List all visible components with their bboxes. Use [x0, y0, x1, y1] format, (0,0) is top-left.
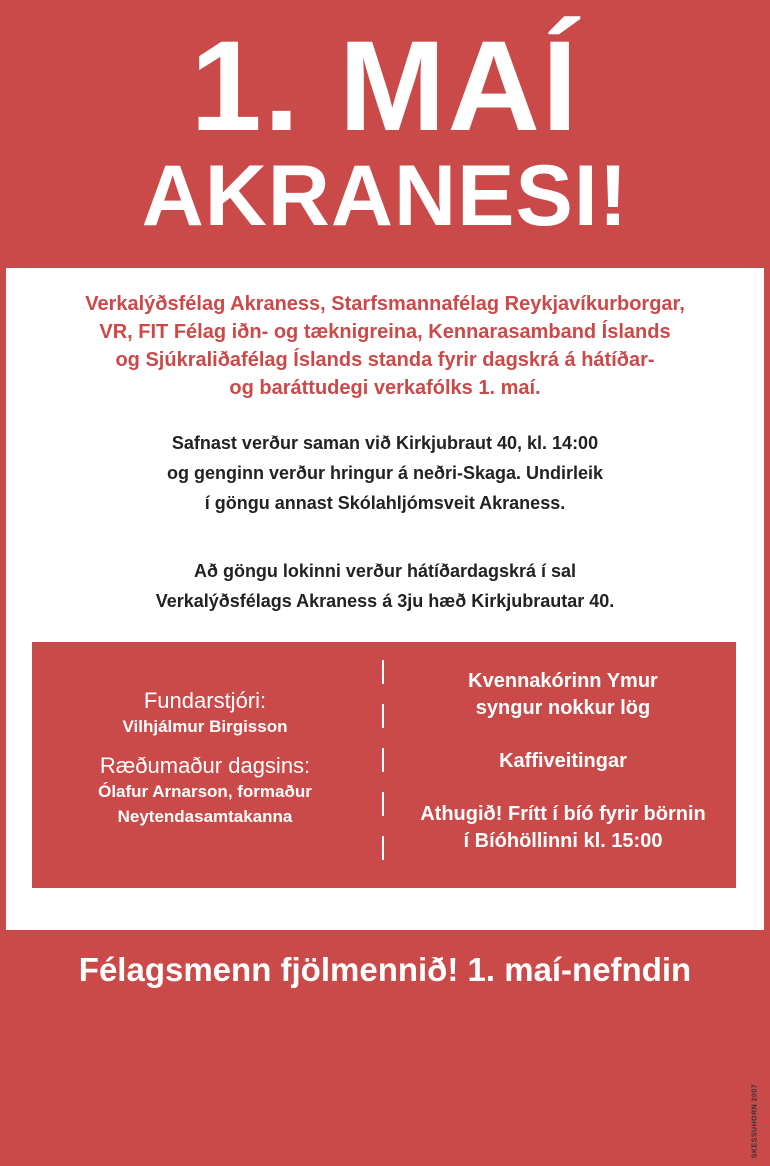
intro-line: og Sjúkraliðafélag Íslands standa fyrir dagskrá á hátíðar- — [115, 349, 655, 371]
gathering-line: Safnast verður saman við Kirkjubraut 40, kl. 14:00 — [171, 433, 599, 453]
footer-callout: Félagsmenn fjölmennið! 1. maí-nefndin — [78, 951, 692, 988]
intro-line: og baráttudegi verkafólks 1. maí. — [229, 377, 541, 399]
program-box — [32, 642, 736, 888]
program-speakers — [32, 688, 378, 829]
choir-line: Kvennakórinn Ymur — [468, 670, 658, 692]
chair-name: Vilhjálmur Birgisson — [122, 717, 288, 736]
publisher-credit-text: SKESSUHORN 2007 — [751, 1083, 759, 1159]
chair-role: Fundarstjóri: — [143, 688, 267, 713]
gathering-line: og genginn verður hringur á neðri-Skaga. Undirleik — [166, 463, 604, 483]
coffee-item: Kaffiveitingar — [499, 750, 627, 772]
intro-organizers — [6, 290, 764, 402]
program-paragraph — [6, 556, 764, 616]
speaker-name: Ólafur Arnarson, formaður — [98, 782, 312, 801]
title-date: 1. MAÍ — [190, 15, 580, 158]
column-divider — [382, 660, 384, 874]
program-line: Að göngu lokinni verður hátíðardagskrá í sal — [193, 561, 577, 581]
title-town: AKRANESI! — [141, 148, 629, 244]
gathering-paragraph — [6, 428, 764, 518]
intro-line: VR, FIT Félag iðn- og tæknigreina, Kennarasamband Íslands — [99, 321, 671, 343]
choir-line: syngur nokkur lög — [475, 697, 651, 719]
intro-line: Verkalýðsfélag Akraness, Starfsmannafélag Reykjavíkurborgar, — [85, 293, 685, 315]
cinema-notice: í Bíóhöllinni kl. 15:00 — [463, 830, 663, 852]
program-line: Verkalýðsfélags Akraness á 3ju hæð Kirkjubrautar 40. — [155, 591, 615, 611]
speaker-role: Ræðumaður dagsins: — [99, 753, 311, 778]
gathering-line: í göngu annast Skólahljómsveit Akraness. — [204, 493, 566, 513]
cinema-notice: Athugið! Frítt í bíó fyrir börnin — [420, 803, 706, 825]
publisher-credit — [748, 1076, 762, 1166]
speaker-organization: Neytendasamtakanna — [117, 807, 293, 826]
program-activities — [390, 668, 736, 855]
